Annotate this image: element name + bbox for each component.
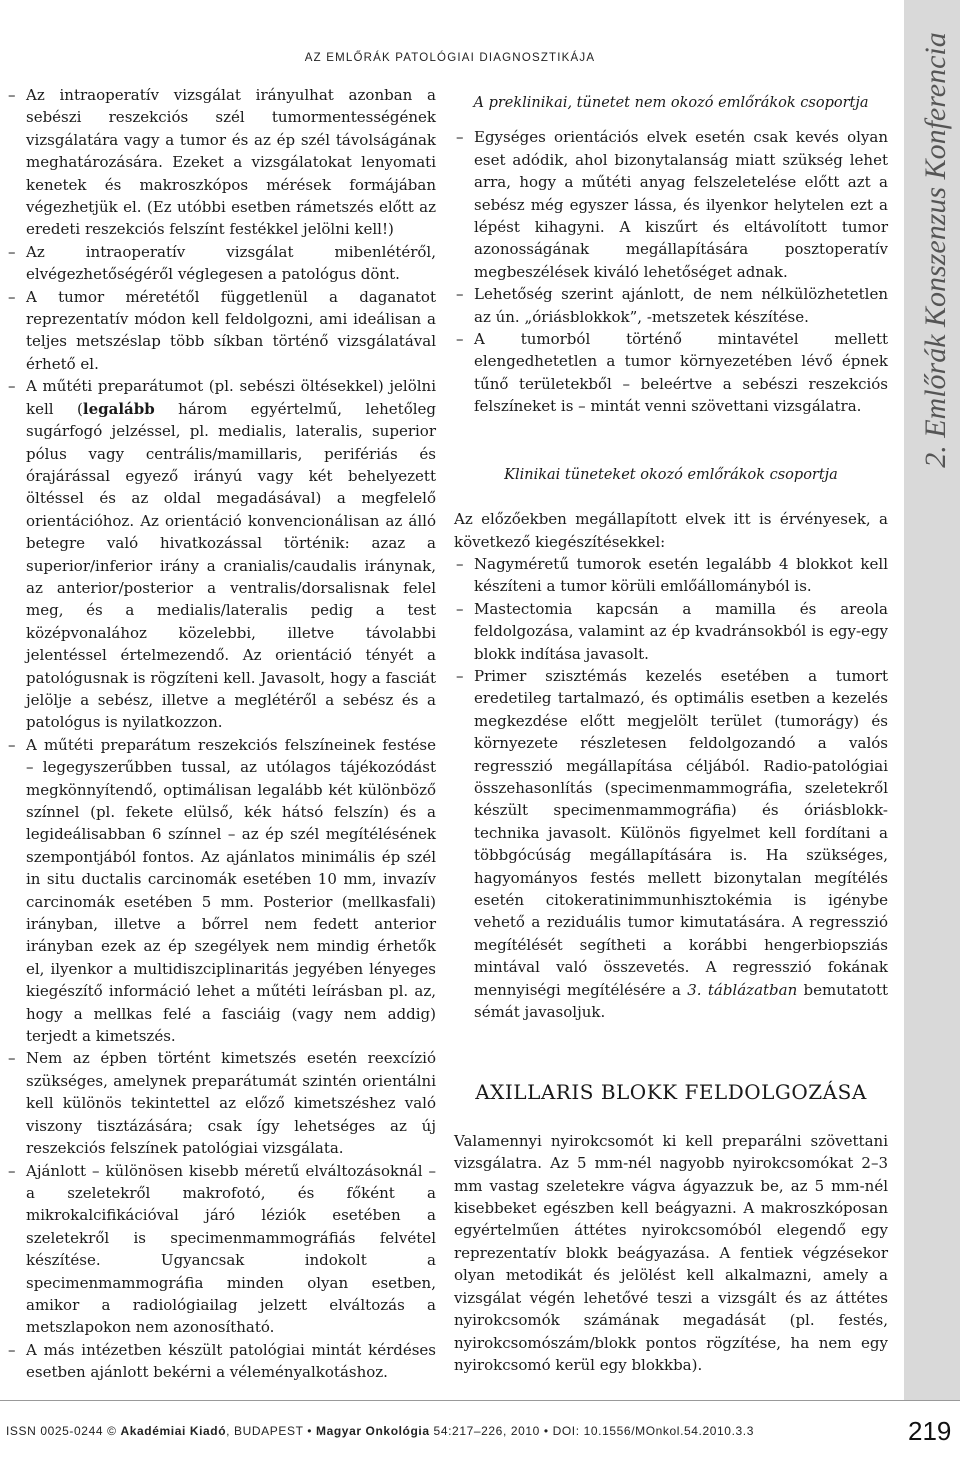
- list-item: – Mastectomia kapcsán a mamilla és areola feldolgozása, valamint az ép kvadránsokból is egy-egy blokk indítása javasolt.: [454, 598, 888, 665]
- list-item: – A tumorból történő mintavétel mellett elengedhetetlen a tumor környezetében lévő épnek tűnő területekből – beleértve a sebészi reszekciós felszíneket is – mintát venni szövettani vizsgálatra.: [454, 328, 888, 418]
- section-body: Valamennyi nyirokcsomót ki kell preparálni szövettani vizsgálatra. Az 5 mm-nél nagyobb nyirokcsomókat 2–3 mm vastag szeletekre vágva ágyazzuk be, az 5 mm-nél kisebbeket egészben kell beágyazni. A makroszkóposan egyértelműen áttétes nyirokcsomóból elegendő egy reprezentatív blokk beágyazása. A fentiek végzésekor olyan metodikát és jelölést kell alkalmazni, amely a vizsgálat végén lehetővé teszi a vizsgált és az áttétes nyirokcsomók számának megadását (pl. festés, nyirokcsomószám/blokk pontos rögzítése, ha nem egy nyirokcsomó kerül egy blokkba).: [454, 1131, 888, 1374]
- left-column: [6, 84, 436, 1384]
- text-run: három egyértelmű, lehetőleg sugárfogó jelzéssel, pl. medialis, lateralis, superior pólus vagy centrális/mamillaris, perifériás és órajárással egyező irányú vagy két behelyezett öltéssel és az oldal megadásával) a megfelelő orientációhoz. Az orientáció konvencionálisan az álló betegre való hivatkozással történik: azaz a superior/inferior irány a cranialis/caudalis iránynak, az anterior/posterior a ventralis/dorsalisnak felel meg, és a medialis/lateralis pedig a test középvonalához közelebbi, illetve távolabbi jelentéssel értelmezendő. Az orientáció tényét a patológusnak is rögzíteni kell. Javasolt, hogy a fasciát jelölje a sebész, illetve a meglétéről a sebész és a patológus is nyilatkozzon.: [26, 399, 437, 732]
- list-item: – Nagyméretű tumorok esetén legalább 4 blokkot kell készíteni a tumor körüli emlőállományból is.: [454, 553, 888, 598]
- italic-text: 3. táblázatban: [687, 980, 798, 999]
- conference-title-vertical: 2. Emlőrák Konszenzus Konferencia: [919, 32, 952, 468]
- list-item: – Lehetőség szerint ajánlott, de nem nélkülözhetetlen az ún. „óriásblokkok”, -metszetek készítése.: [454, 283, 888, 328]
- list-item: – A más intézetben készült patológiai mintát kérdéses esetben ajánlott bekérni a véleményalkotáshoz.: [6, 1339, 436, 1384]
- publisher: Akadémiai Kiadó: [120, 1424, 227, 1438]
- text-run: Primer szisztémás kezelés esetében a tumort eredetileg tartalmazó, és optimális esetben a kezelés megkezdése előtt megjelölt terület (tumorágy) és környezete részletesen feldolgozandó a valós regresszió megállapítása céljából. Radio-patológiai összehasonlítás (specimenmammográfia, szeletekről készült specimenmammográfia) és óriásblokk-technika javasolt. Különös figyelmet kell fordítani a többgócúság megállapítására is. Ha szükséges, hagyományos festés mellett bizonytalan megítélés esetén citokeratinimmunhisztokémia is igénybe vehető a reziduális tumor kimutatására. A regresszió megítélését segítheti a korábbi hengerbiopsziás mintával való összevetés. A regresszió fokának mennyiségi megítélésére a: [474, 666, 888, 999]
- text-run: bemutatott sémát javasoljuk.: [474, 980, 889, 1022]
- clinical-list: [454, 553, 888, 1024]
- list-item: [454, 665, 888, 1024]
- footer-divider: [0, 1400, 960, 1401]
- footer-citation: [6, 1424, 754, 1438]
- left-bullet-list: [6, 84, 436, 1384]
- list-item: – Egységes orientációs elvek esetén csak kevés olyan eset adódik, ahol bizonytalanság miatt szükség lehet arra, hogy a műtéti anyag felszeletelése előtt azt a sebész még egyszer lássa, és ilyenkor helytelen ezt a lépést kihagyni. A kiszűrt és eltávolított tumor azonosságának megállapítására posztoperatív megbeszélések kiváló lehetőséget adnak.: [454, 126, 888, 283]
- copyright-symbol: ©: [107, 1424, 117, 1438]
- text-run: A műtéti preparátumot (pl. sebészi öltésekkel) jelölni kell (: [26, 377, 436, 418]
- list-item: [6, 375, 436, 734]
- list-item: – Az intraoperatív vizsgálat mibenlétéről, elvégezhetőségéről véglegesen a patológus dönt.: [6, 241, 436, 286]
- clinical-subheading: Klinikai tüneteket okozó emlőrákok csoportja: [504, 466, 838, 483]
- citation: 54:217–226, 2010: [429, 1424, 540, 1438]
- journal-name: Magyar Onkológia: [316, 1424, 430, 1438]
- right-column: [454, 84, 888, 1376]
- section-title: AXILLARIS BLOKK FELDOLGOZÁSA: [475, 1080, 867, 1105]
- list-item: – Az intraoperatív vizsgálat irányulhat azonban a sebészi reszekciós szél tumormentességének vizsgálatára vagy a tumor és az ép szél távolságának meghatározására. Ezeket a vizsgálatokat lenyomati kenetek és makroszkópos mérések formájában végezhetjük el. (Ez utóbbi esetben rámetszés előtt az eredeti reszekciós felszínt festékkel jelölni kell!): [6, 84, 436, 241]
- bullet-separator: •: [307, 1424, 313, 1438]
- page-number: 219: [908, 1416, 952, 1446]
- bold-text: legalább: [82, 399, 155, 418]
- list-item: – Ajánlott – különösen kisebb méretű elváltozásoknál – a szeletekről makrofotó, és főként a mikrokalcifikációval járó léziók esetében a szeletekről is specimenmammográfiás felvétel készítése. Ugyancsak indokolt a specimenmammográfia minden olyan esetben, amikor a radiológiailag jelzett elváltozás a metszlapokon nem azonosítható.: [6, 1160, 436, 1339]
- preclinical-list: [454, 126, 888, 417]
- publisher-city: , BUDAPEST: [226, 1424, 304, 1438]
- bullet-separator: •: [543, 1424, 549, 1438]
- preclinical-subheading: A preklinikai, tünetet nem okozó emlőrákok csoportja: [473, 95, 869, 111]
- list-item: – A műtéti preparátum reszekciós felszíneinek festése – legegyszerűbben tussal, az utólagos tájékozódást megkönnyítendő, optimálisan legalább két különböző színnel (pl. fekete elülső, kék hátsó felszín) és a legideálisabban 6 színnel – az ép szél megítélésének szempontjából fontos. Az ajánlatos minimális ép szél in situ ductalis carcinomák esetében 10 mm, invazív carcinomák esetében 5 mm. Posterior (mellkasfali) irányban, illetve a bőrrel nem fedett anterior irányban ezek az ép szegélyek nem mindig érhetők el, ilyenkor a multidiszciplinaritás jegyében lényeges kiegészítő információ lehet a műtéti leírásban pl. az, hogy a mellkas felé a fasciáig (vagy nem addig) terjedt a kimetszés.: [6, 734, 436, 1048]
- list-item: – A tumor méretétől függetlenül a daganatot reprezentatív módon kell feldolgozni, ami ideálisan a teljes metszéslap több síkban történő vizsgálatával érhető el.: [6, 286, 436, 376]
- clinical-intro: Az előzőekben megállapított elvek itt is érvényesek, a következő kiegészítésekkel:: [454, 510, 888, 551]
- doi: DOI: 10.1556/MOnkol.54.2010.3.3: [552, 1424, 754, 1438]
- list-item: – Nem az épben történt kimetszés esetén reexcízió szükséges, amelynek preparátumát szintén orientálni kell különös tekintettel az előző kimetszéshez való viszony tisztázására; csak így lehetséges az új reszekciós felszínek patológiai vizsgálata.: [6, 1047, 436, 1159]
- issn: ISSN 0025-0244: [6, 1424, 104, 1438]
- running-header: AZ EMLŐRÁK PATOLÓGIAI DIAGNOSZTIKÁJA: [304, 52, 596, 64]
